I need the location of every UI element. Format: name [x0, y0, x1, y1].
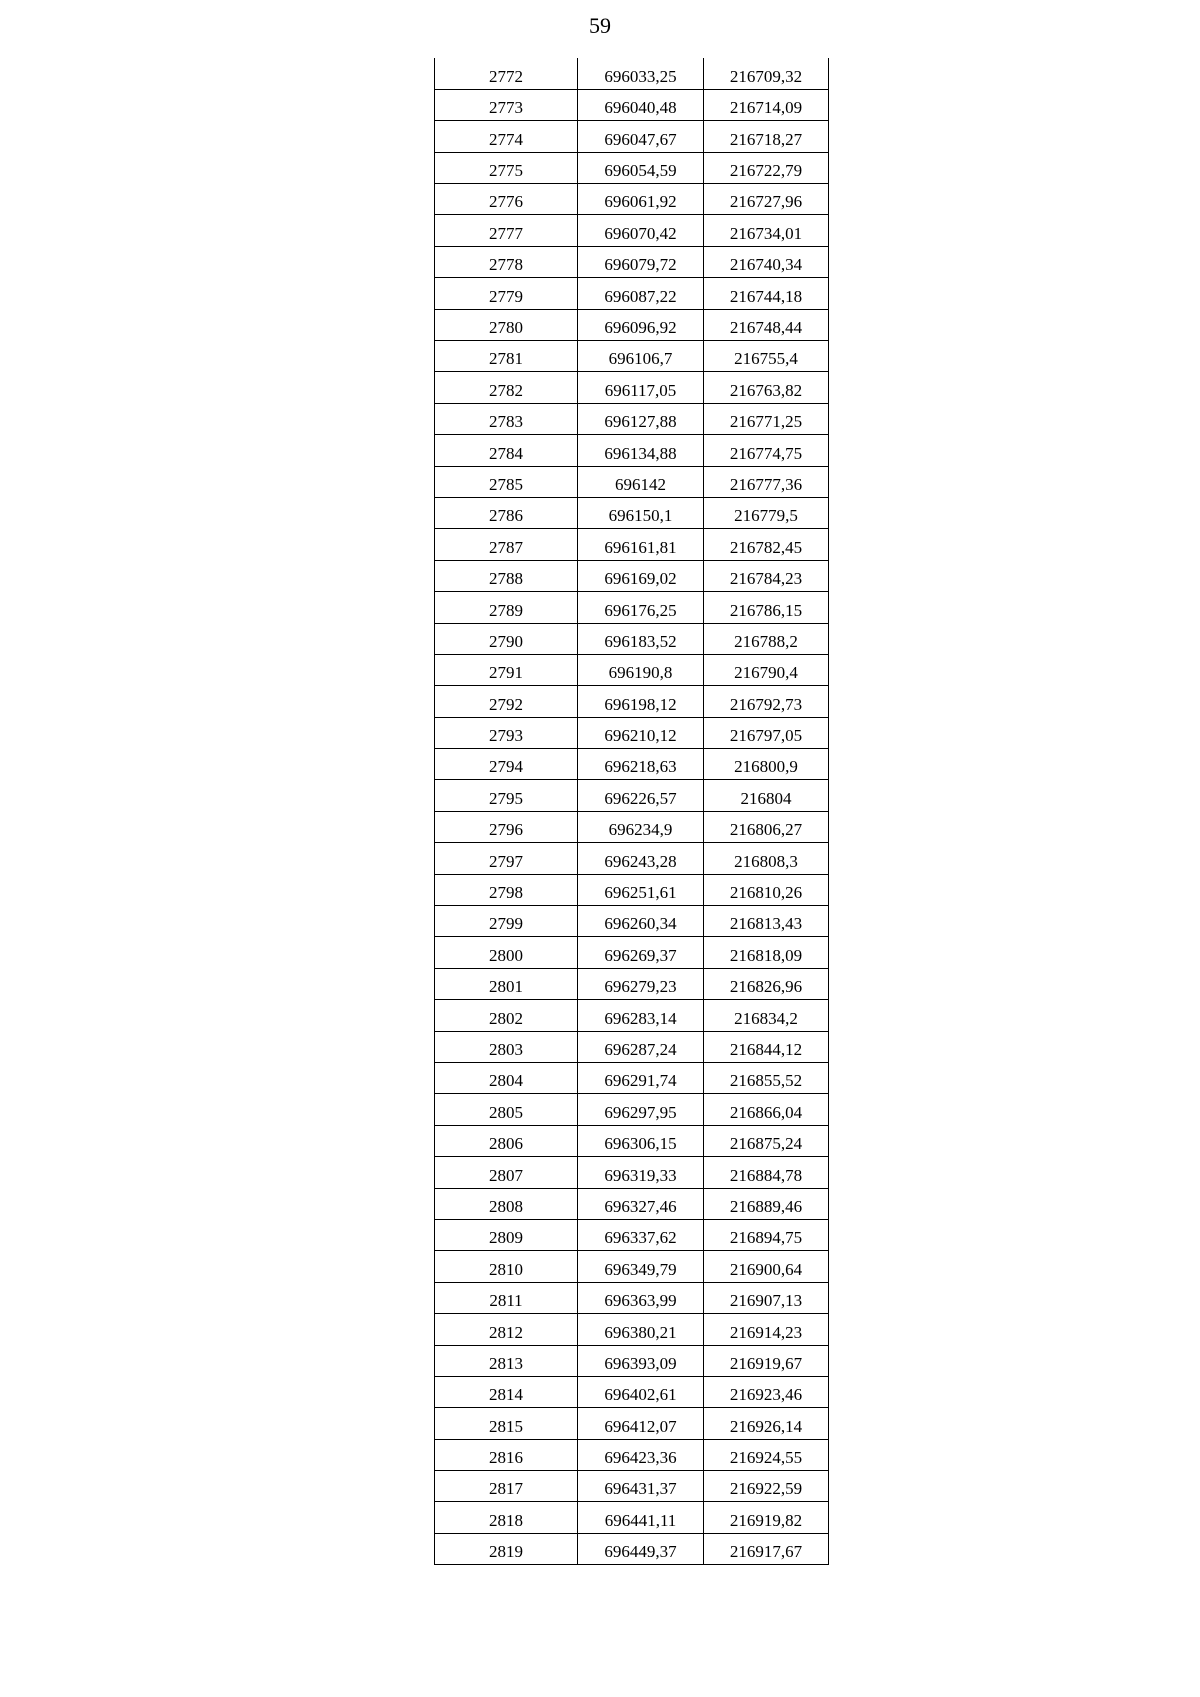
y-coordinate-cell: 216826,96	[704, 968, 829, 999]
x-coordinate-cell: 696150,1	[578, 497, 704, 528]
y-coordinate-cell: 216926,14	[704, 1408, 829, 1439]
point-number-cell: 2805	[435, 1094, 578, 1125]
x-coordinate-cell: 696176,25	[578, 592, 704, 623]
y-coordinate-cell: 216800,9	[704, 749, 829, 780]
x-coordinate-cell: 696117,05	[578, 372, 704, 403]
x-coordinate-cell: 696218,63	[578, 749, 704, 780]
y-coordinate-cell: 216866,04	[704, 1094, 829, 1125]
x-coordinate-cell: 696190,8	[578, 654, 704, 685]
x-coordinate-cell: 696096,92	[578, 309, 704, 340]
x-coordinate-cell: 696283,14	[578, 1000, 704, 1031]
table-row	[435, 1314, 829, 1345]
table-row	[435, 1188, 829, 1219]
y-coordinate-cell: 216884,78	[704, 1157, 829, 1188]
table-row	[435, 1282, 829, 1313]
table-row	[435, 403, 829, 434]
y-coordinate-cell: 216919,67	[704, 1345, 829, 1376]
table-row	[435, 654, 829, 685]
y-coordinate-cell: 216786,15	[704, 592, 829, 623]
y-coordinate-cell: 216727,96	[704, 184, 829, 215]
point-number-cell: 2774	[435, 121, 578, 152]
x-coordinate-cell: 696260,34	[578, 906, 704, 937]
table-row	[435, 435, 829, 466]
y-coordinate-cell: 216922,59	[704, 1471, 829, 1502]
point-number-cell: 2783	[435, 403, 578, 434]
y-coordinate-cell: 216810,26	[704, 874, 829, 905]
x-coordinate-cell: 696297,95	[578, 1094, 704, 1125]
point-number-cell: 2784	[435, 435, 578, 466]
y-coordinate-cell: 216808,3	[704, 843, 829, 874]
table-row	[435, 843, 829, 874]
y-coordinate-cell: 216813,43	[704, 906, 829, 937]
x-coordinate-cell: 696363,99	[578, 1282, 704, 1313]
point-number-cell: 2780	[435, 309, 578, 340]
x-coordinate-cell: 696291,74	[578, 1063, 704, 1094]
table-row	[435, 1063, 829, 1094]
x-coordinate-cell: 696243,28	[578, 843, 704, 874]
table-row	[435, 466, 829, 497]
x-coordinate-cell: 696183,52	[578, 623, 704, 654]
point-number-cell: 2810	[435, 1251, 578, 1282]
y-coordinate-cell: 216806,27	[704, 811, 829, 842]
x-coordinate-cell: 696087,22	[578, 278, 704, 309]
y-coordinate-cell: 216900,64	[704, 1251, 829, 1282]
point-number-cell: 2808	[435, 1188, 578, 1219]
y-coordinate-cell: 216779,5	[704, 497, 829, 528]
table-row	[435, 560, 829, 591]
point-number-cell: 2778	[435, 246, 578, 277]
y-coordinate-cell: 216804	[704, 780, 829, 811]
table-row	[435, 1345, 829, 1376]
point-number-cell: 2793	[435, 717, 578, 748]
x-coordinate-cell: 696142	[578, 466, 704, 497]
table-row	[435, 780, 829, 811]
point-number-cell: 2817	[435, 1471, 578, 1502]
table-row	[435, 1439, 829, 1470]
table-row	[435, 1251, 829, 1282]
point-number-cell: 2813	[435, 1345, 578, 1376]
x-coordinate-cell: 696423,36	[578, 1439, 704, 1470]
point-number-cell: 2796	[435, 811, 578, 842]
y-coordinate-cell: 216782,45	[704, 529, 829, 560]
point-number-cell: 2789	[435, 592, 578, 623]
table-row	[435, 309, 829, 340]
y-coordinate-cell: 216774,75	[704, 435, 829, 466]
table-body	[435, 58, 829, 1565]
table-row	[435, 1094, 829, 1125]
point-number-cell: 2772	[435, 58, 578, 89]
table-row	[435, 592, 829, 623]
point-number-cell: 2781	[435, 341, 578, 372]
x-coordinate-cell: 696169,02	[578, 560, 704, 591]
point-number-cell: 2802	[435, 1000, 578, 1031]
point-number-cell: 2794	[435, 749, 578, 780]
x-coordinate-cell: 696279,23	[578, 968, 704, 999]
point-number-cell: 2775	[435, 152, 578, 183]
x-coordinate-cell: 696127,88	[578, 403, 704, 434]
x-coordinate-cell: 696319,33	[578, 1157, 704, 1188]
y-coordinate-cell: 216844,12	[704, 1031, 829, 1062]
x-coordinate-cell: 696287,24	[578, 1031, 704, 1062]
x-coordinate-cell: 696040,48	[578, 89, 704, 120]
table-row	[435, 623, 829, 654]
point-number-cell: 2787	[435, 529, 578, 560]
y-coordinate-cell: 216875,24	[704, 1125, 829, 1156]
point-number-cell: 2811	[435, 1282, 578, 1313]
x-coordinate-cell: 696226,57	[578, 780, 704, 811]
table-row	[435, 58, 829, 89]
point-number-cell: 2776	[435, 184, 578, 215]
point-number-cell: 2798	[435, 874, 578, 905]
y-coordinate-cell: 216788,2	[704, 623, 829, 654]
point-number-cell: 2809	[435, 1219, 578, 1250]
table-row	[435, 278, 829, 309]
point-number-cell: 2815	[435, 1408, 578, 1439]
y-coordinate-cell: 216924,55	[704, 1439, 829, 1470]
x-coordinate-cell: 696047,67	[578, 121, 704, 152]
x-coordinate-cell: 696441,11	[578, 1502, 704, 1533]
y-coordinate-cell: 216889,46	[704, 1188, 829, 1219]
x-coordinate-cell: 696234,9	[578, 811, 704, 842]
table-row	[435, 1502, 829, 1533]
table-row	[435, 906, 829, 937]
x-coordinate-cell: 696079,72	[578, 246, 704, 277]
y-coordinate-cell: 216740,34	[704, 246, 829, 277]
x-coordinate-cell: 696327,46	[578, 1188, 704, 1219]
y-coordinate-cell: 216917,67	[704, 1533, 829, 1564]
y-coordinate-cell: 216797,05	[704, 717, 829, 748]
table-row	[435, 1157, 829, 1188]
y-coordinate-cell: 216784,23	[704, 560, 829, 591]
table-row	[435, 1031, 829, 1062]
table-row	[435, 341, 829, 372]
table-row	[435, 717, 829, 748]
table-row	[435, 184, 829, 215]
point-number-cell: 2799	[435, 906, 578, 937]
point-number-cell: 2814	[435, 1376, 578, 1407]
point-number-cell: 2806	[435, 1125, 578, 1156]
point-number-cell: 2797	[435, 843, 578, 874]
y-coordinate-cell: 216718,27	[704, 121, 829, 152]
x-coordinate-cell: 696134,88	[578, 435, 704, 466]
table-row	[435, 1000, 829, 1031]
x-coordinate-cell: 696054,59	[578, 152, 704, 183]
x-coordinate-cell: 696061,92	[578, 184, 704, 215]
point-number-cell: 2779	[435, 278, 578, 309]
y-coordinate-cell: 216748,44	[704, 309, 829, 340]
point-number-cell: 2782	[435, 372, 578, 403]
y-coordinate-cell: 216763,82	[704, 372, 829, 403]
x-coordinate-cell: 696337,62	[578, 1219, 704, 1250]
x-coordinate-cell: 696402,61	[578, 1376, 704, 1407]
x-coordinate-cell: 696198,12	[578, 686, 704, 717]
y-coordinate-cell: 216714,09	[704, 89, 829, 120]
table-row	[435, 215, 829, 246]
y-coordinate-cell: 216771,25	[704, 403, 829, 434]
x-coordinate-cell: 696161,81	[578, 529, 704, 560]
x-coordinate-cell: 696251,61	[578, 874, 704, 905]
point-number-cell: 2812	[435, 1314, 578, 1345]
table-row	[435, 1376, 829, 1407]
y-coordinate-cell: 216855,52	[704, 1063, 829, 1094]
point-number-cell: 2785	[435, 466, 578, 497]
table-row	[435, 1408, 829, 1439]
y-coordinate-cell: 216734,01	[704, 215, 829, 246]
table-row	[435, 152, 829, 183]
y-coordinate-cell: 216894,75	[704, 1219, 829, 1250]
x-coordinate-cell: 696106,7	[578, 341, 704, 372]
point-number-cell: 2801	[435, 968, 578, 999]
y-coordinate-cell: 216790,4	[704, 654, 829, 685]
point-number-cell: 2818	[435, 1502, 578, 1533]
table-row	[435, 89, 829, 120]
y-coordinate-cell: 216755,4	[704, 341, 829, 372]
y-coordinate-cell: 216818,09	[704, 937, 829, 968]
point-number-cell: 2788	[435, 560, 578, 591]
point-number-cell: 2804	[435, 1063, 578, 1094]
x-coordinate-cell: 696431,37	[578, 1471, 704, 1502]
y-coordinate-cell: 216744,18	[704, 278, 829, 309]
point-number-cell: 2816	[435, 1439, 578, 1470]
table-row	[435, 529, 829, 560]
point-number-cell: 2807	[435, 1157, 578, 1188]
point-number-cell: 2790	[435, 623, 578, 654]
x-coordinate-cell: 696033,25	[578, 58, 704, 89]
point-number-cell: 2803	[435, 1031, 578, 1062]
y-coordinate-cell: 216834,2	[704, 1000, 829, 1031]
x-coordinate-cell: 696306,15	[578, 1125, 704, 1156]
table-row	[435, 811, 829, 842]
table-row	[435, 686, 829, 717]
table-row	[435, 1471, 829, 1502]
table-row	[435, 246, 829, 277]
x-coordinate-cell: 696380,21	[578, 1314, 704, 1345]
page-number: 59	[589, 13, 611, 38]
table-row	[435, 968, 829, 999]
point-number-cell: 2819	[435, 1533, 578, 1564]
point-number-cell: 2786	[435, 497, 578, 528]
table-row	[435, 372, 829, 403]
point-number-cell: 2795	[435, 780, 578, 811]
coordinates-table	[434, 58, 829, 1565]
point-number-cell: 2791	[435, 654, 578, 685]
x-coordinate-cell: 696070,42	[578, 215, 704, 246]
x-coordinate-cell: 696449,37	[578, 1533, 704, 1564]
table-row	[435, 749, 829, 780]
point-number-cell: 2800	[435, 937, 578, 968]
x-coordinate-cell: 696269,37	[578, 937, 704, 968]
y-coordinate-cell: 216914,23	[704, 1314, 829, 1345]
x-coordinate-cell: 696349,79	[578, 1251, 704, 1282]
x-coordinate-cell: 696412,07	[578, 1408, 704, 1439]
y-coordinate-cell: 216777,36	[704, 466, 829, 497]
y-coordinate-cell: 216792,73	[704, 686, 829, 717]
point-number-cell: 2777	[435, 215, 578, 246]
point-number-cell: 2792	[435, 686, 578, 717]
point-number-cell: 2773	[435, 89, 578, 120]
table-row	[435, 1533, 829, 1564]
y-coordinate-cell: 216923,46	[704, 1376, 829, 1407]
table-row	[435, 1219, 829, 1250]
y-coordinate-cell: 216907,13	[704, 1282, 829, 1313]
y-coordinate-cell: 216722,79	[704, 152, 829, 183]
table-row	[435, 1125, 829, 1156]
y-coordinate-cell: 216919,82	[704, 1502, 829, 1533]
table-row	[435, 497, 829, 528]
x-coordinate-cell: 696210,12	[578, 717, 704, 748]
x-coordinate-cell: 696393,09	[578, 1345, 704, 1376]
y-coordinate-cell: 216709,32	[704, 58, 829, 89]
table-row	[435, 121, 829, 152]
table-row	[435, 937, 829, 968]
table-row	[435, 874, 829, 905]
